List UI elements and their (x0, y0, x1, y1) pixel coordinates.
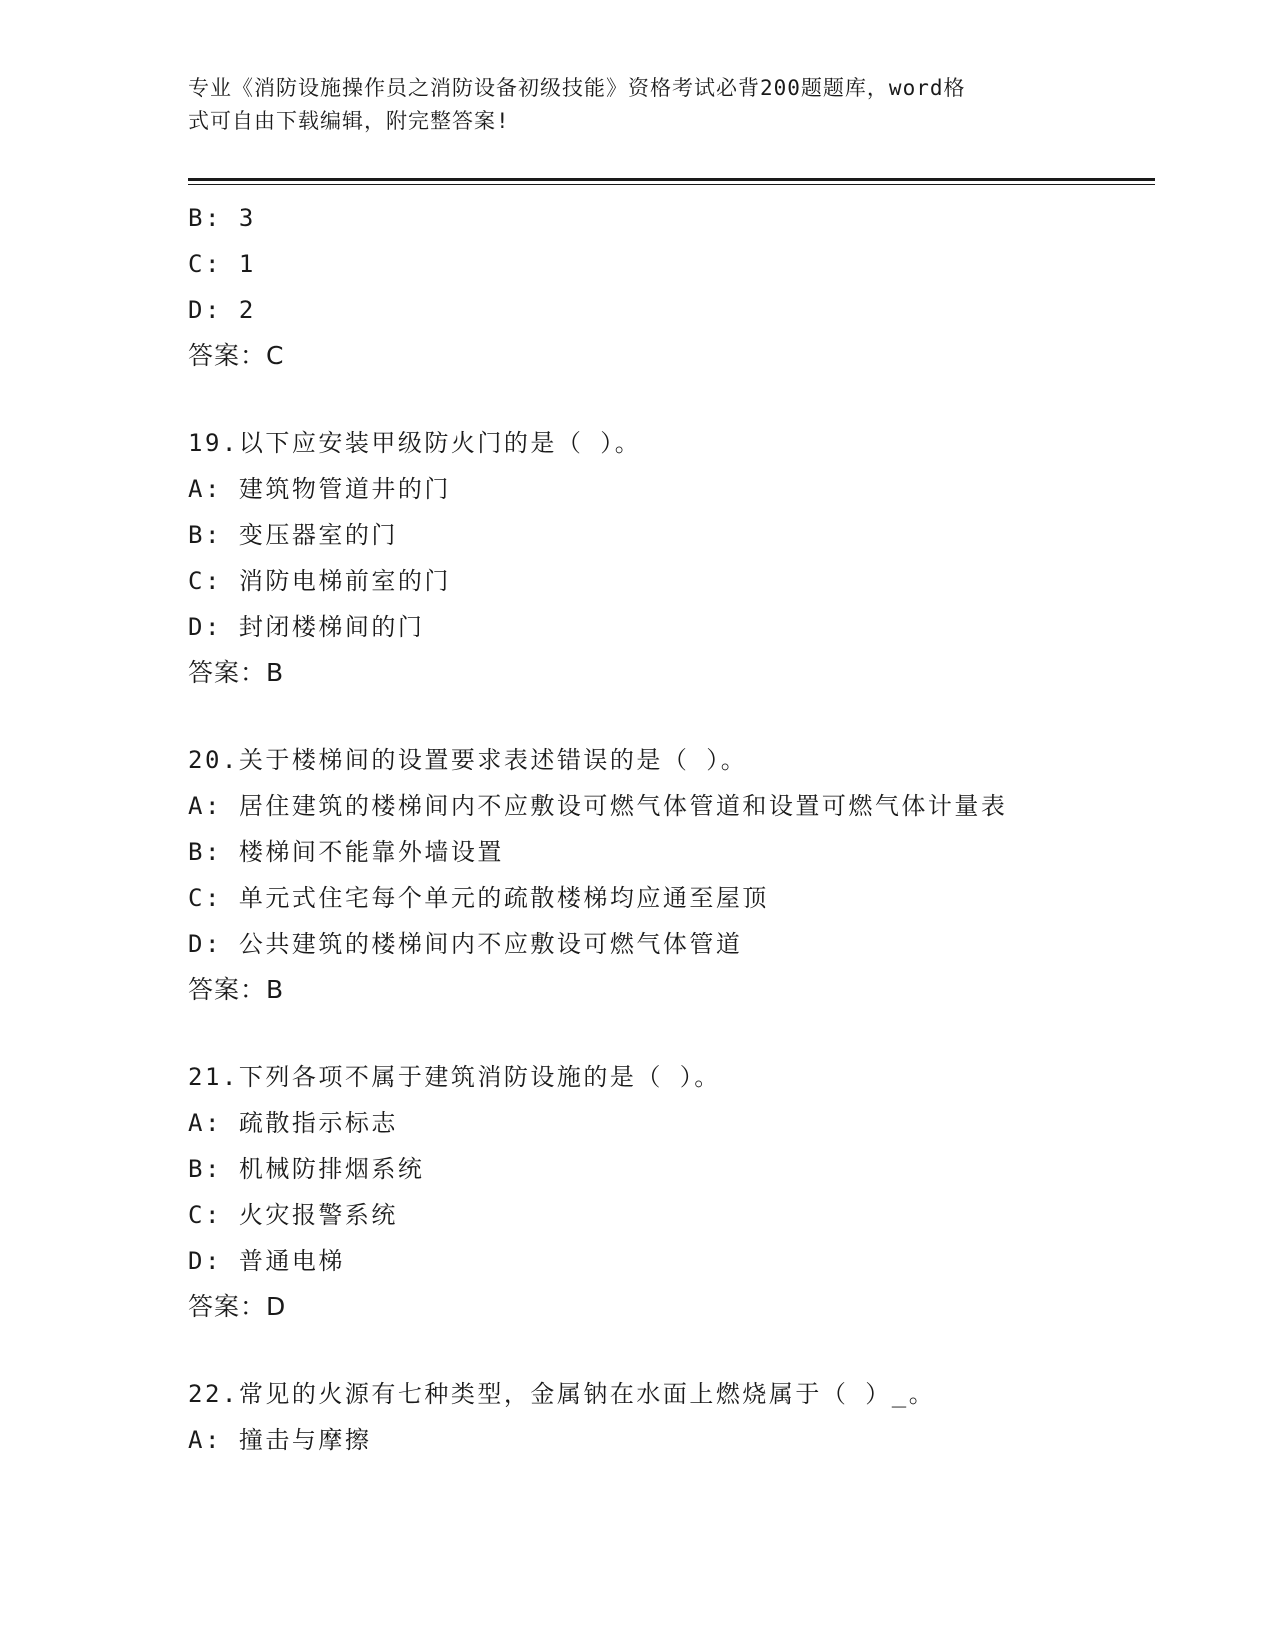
question-text: 19.以下应安装甲级防火门的是（ ）。 (188, 429, 642, 457)
question-list (188, 195, 1168, 1463)
header-rule-thick (188, 178, 1155, 181)
option-a: A: 疏散指示标志 (188, 1109, 398, 1137)
header-rule-thin (188, 184, 1155, 185)
option-a: A: 撞击与摩擦 (188, 1426, 372, 1454)
question-22 (188, 1371, 1168, 1463)
answer: 答案：C (188, 341, 285, 370)
option-c: C: 1 (188, 250, 256, 278)
question-text: 20.关于楼梯间的设置要求表述错误的是（ ）。 (188, 746, 748, 774)
answer: 答案：D (188, 1292, 287, 1321)
question-20 (188, 737, 1168, 1013)
option-a: A: 居住建筑的楼梯间内不应敷设可燃气体管道和设置可燃气体计量表 (188, 792, 1008, 820)
question-21 (188, 1054, 1168, 1330)
option-c: C: 消防电梯前室的门 (188, 567, 451, 595)
answer: 答案：B (188, 658, 285, 687)
document-header (188, 72, 1088, 138)
spacer (188, 379, 1168, 420)
spacer (188, 696, 1168, 737)
header-title-line-1: 专业《消防设施操作员之消防设备初级技能》资格考试必背200题题库，word格 (188, 76, 966, 100)
option-b: B: 3 (188, 204, 256, 232)
spacer (188, 1013, 1168, 1054)
option-d: D: 封闭楼梯间的门 (188, 613, 425, 641)
option-c: C: 火灾报警系统 (188, 1201, 398, 1229)
option-d: D: 公共建筑的楼梯间内不应敷设可燃气体管道 (188, 930, 743, 958)
option-b: B: 变压器室的门 (188, 521, 398, 549)
header-title-line-2: 式可自由下载编辑，附完整答案! (188, 109, 510, 133)
option-c: C: 单元式住宅每个单元的疏散楼梯均应通至屋顶 (188, 884, 769, 912)
answer: 答案：B (188, 975, 285, 1004)
option-b: B: 楼梯间不能靠外墙设置 (188, 838, 504, 866)
question-19 (188, 420, 1168, 696)
question-18-tail (188, 195, 1168, 379)
question-text: 21.下列各项不属于建筑消防设施的是（ ）。 (188, 1063, 721, 1091)
option-d: D: 2 (188, 296, 256, 324)
question-text: 22.常见的火源有七种类型，金属钠在水面上燃烧属于（ ）_。 (188, 1380, 936, 1408)
option-d: D: 普通电梯 (188, 1247, 345, 1275)
option-b: B: 机械防排烟系统 (188, 1155, 425, 1183)
spacer (188, 1330, 1168, 1371)
option-a: A: 建筑物管道井的门 (188, 475, 451, 503)
